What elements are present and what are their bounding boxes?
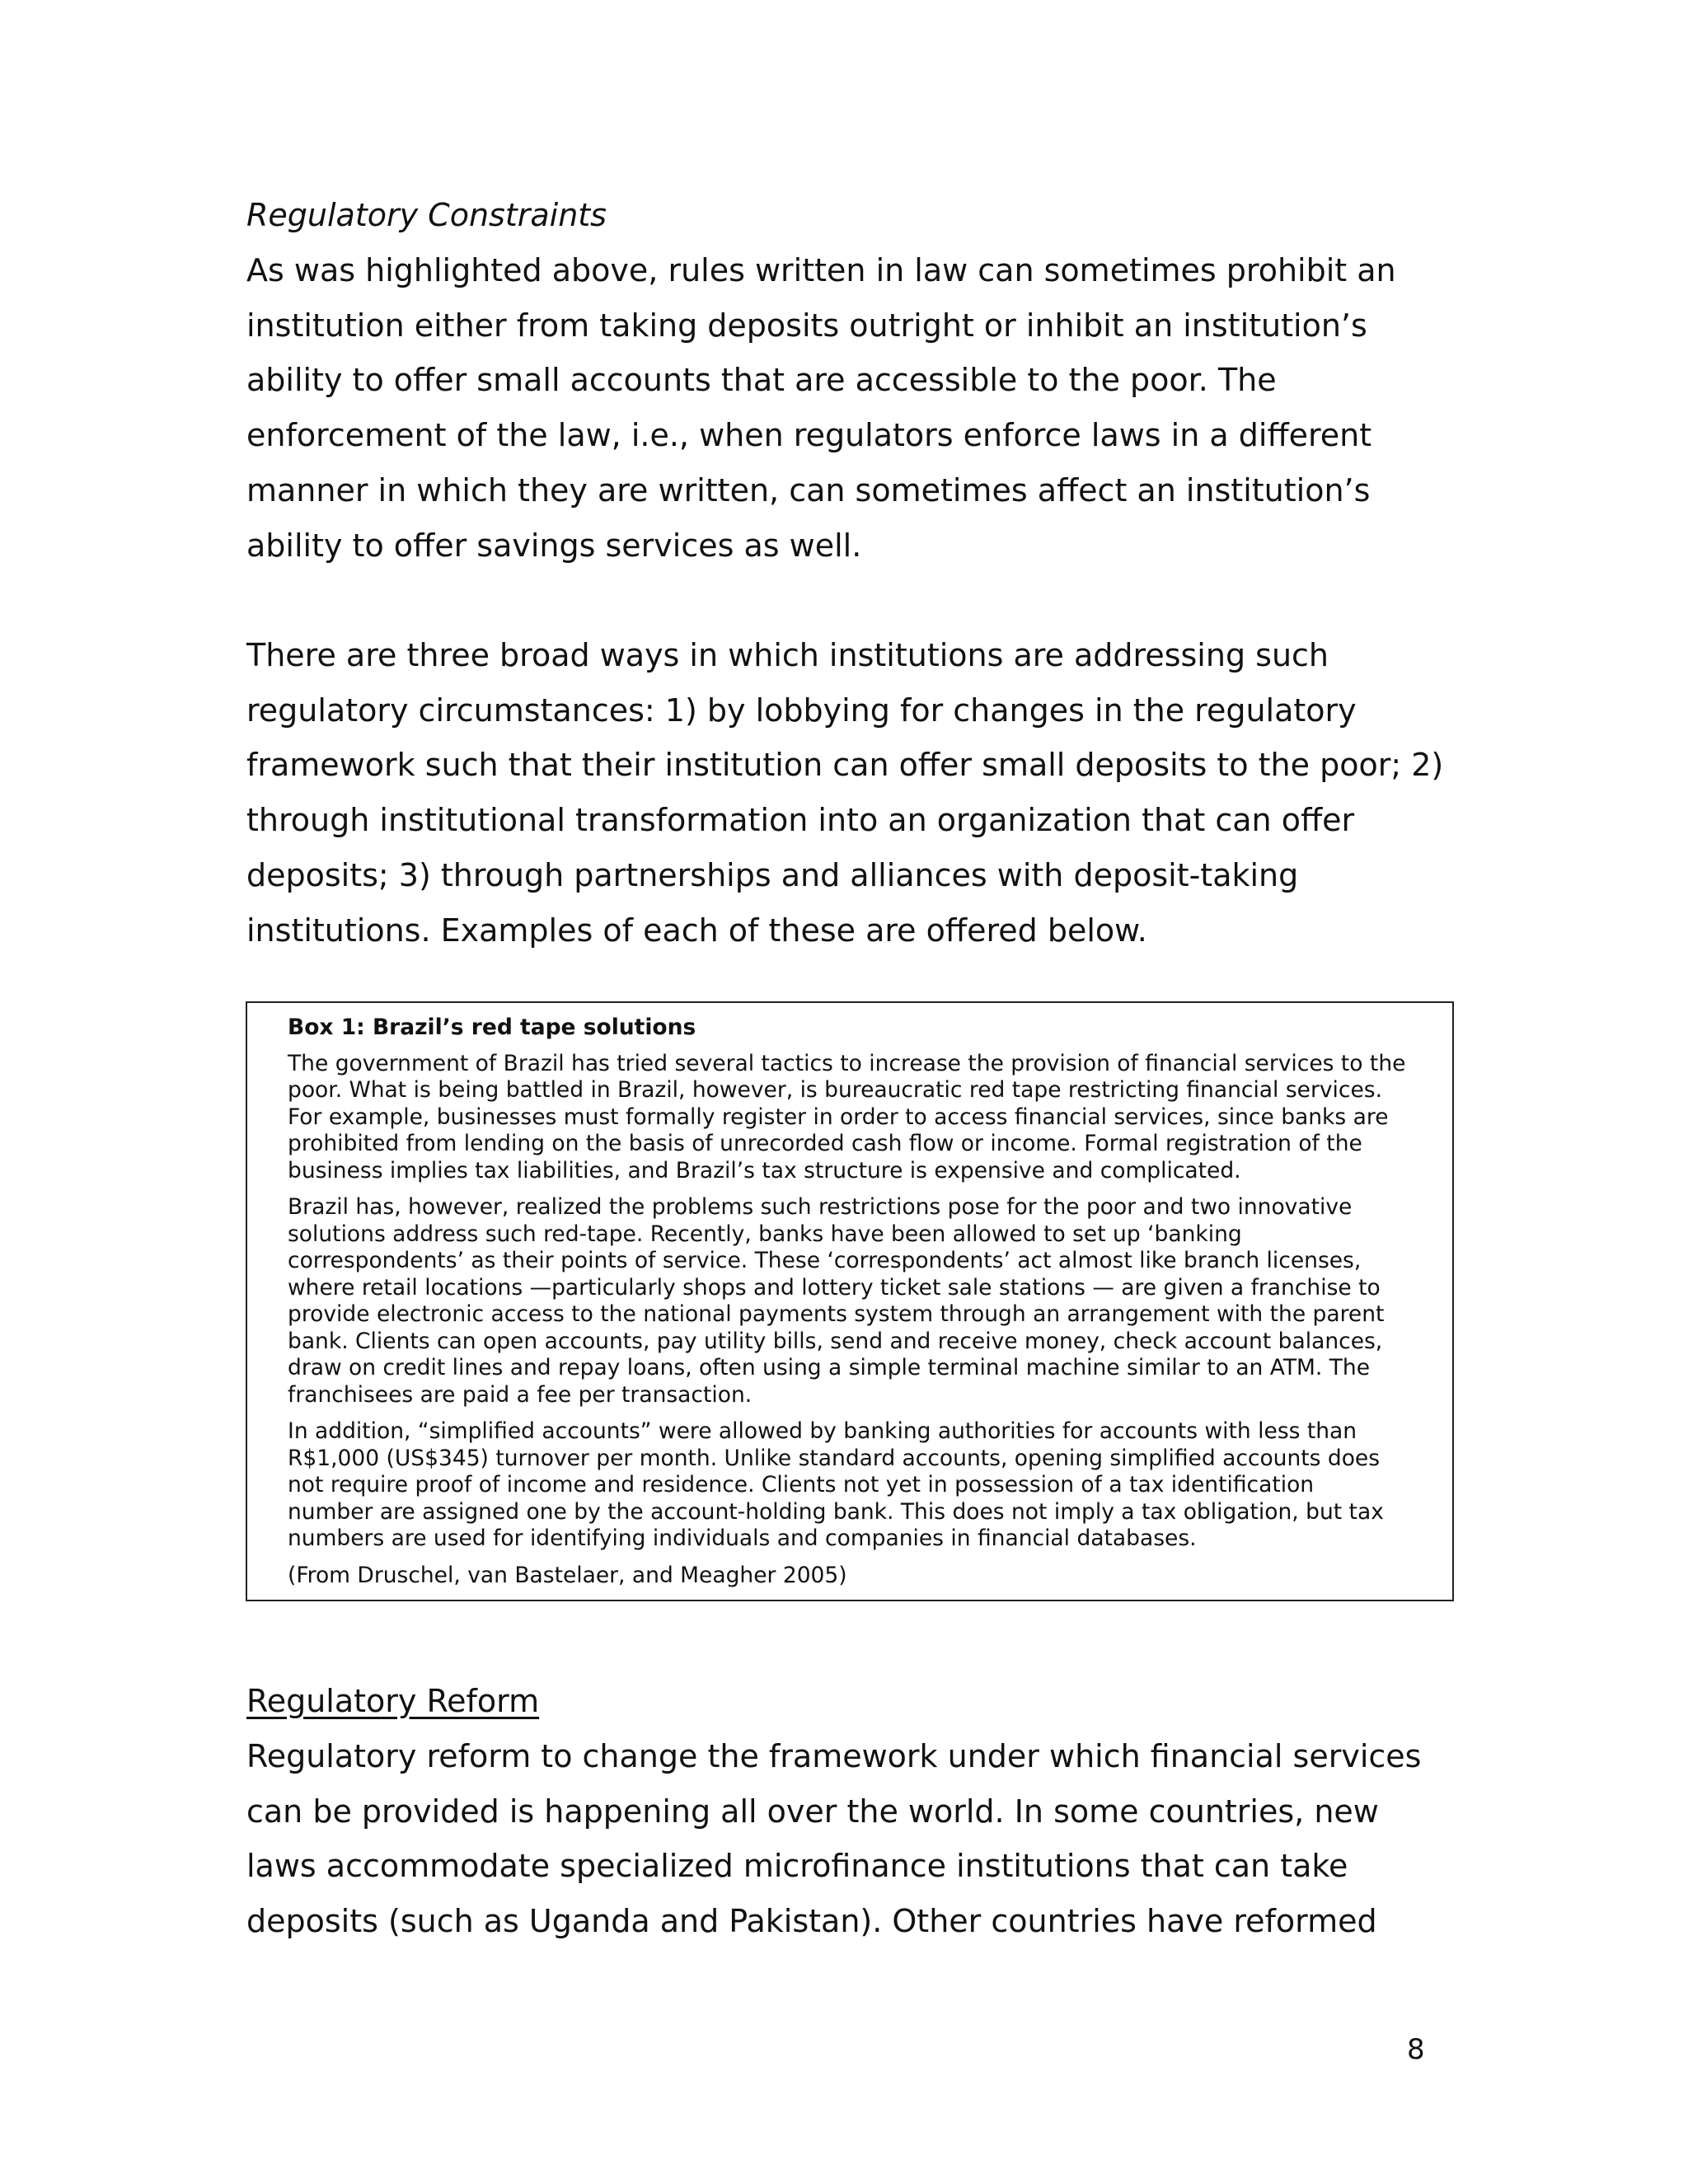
paragraph-regulatory-constraints-1 <box>246 243 1450 573</box>
text-box-brazil <box>246 1001 1454 1601</box>
text-line: In addition, “simplified accounts” were allowed by banking authorities for accounts with less than <box>288 1418 1357 1444</box>
text-line: provide electronic access to the national payments system through an arrangement with the parent <box>288 1301 1385 1327</box>
text-line: poor. What is being battled in Brazil, however, is bureaucratic red tape restricting financial services. <box>288 1077 1382 1103</box>
text-line: Regulatory reform to change the framework under which financial services <box>246 1738 1422 1774</box>
text-line: not require proof of income and residence. Clients not yet in possession of a tax identification <box>288 1472 1315 1497</box>
text-box-title: Box 1: Brazil’s red tape solutions <box>288 1015 696 1040</box>
text-line: For example, businesses must formally register in order to access financial services, since banks are <box>288 1104 1389 1130</box>
text-line: enforcement of the law, i.e., when regulators enforce laws in a different <box>246 417 1372 454</box>
text-line: numbers are used for identifying individuals and companies in financial databases. <box>288 1526 1197 1551</box>
text-line: correspondents’ as their points of service. These ‘correspondents’ act almost like branch licenses, <box>288 1248 1362 1273</box>
text-line: draw on credit lines and repay loans, often using a simple terminal machine similar to an ATM. The <box>288 1355 1371 1380</box>
text-line: ability to offer savings services as well. <box>246 527 862 564</box>
text-box-paragraph-1 <box>288 1051 1433 1185</box>
text-line: business implies tax liabilities, and Brazil’s tax structure is expensive and complicated. <box>288 1157 1241 1183</box>
text-line: deposits; 3) through partnerships and alliances with deposit-taking <box>246 856 1299 893</box>
text-line: institution either from taking deposits outright or inhibit an institution’s <box>246 307 1367 344</box>
text-line: franchisees are paid a fee per transaction. <box>288 1381 753 1408</box>
text-box-content <box>288 1015 1433 1589</box>
text-line: There are three broad ways in which institutions are addressing such <box>246 637 1329 673</box>
text-line: R$1,000 (US$345) turnover per month. Unlike standard accounts, opening simplified accounts does <box>288 1445 1381 1471</box>
text-line: bank. Clients can open accounts, pay utility bills, send and receive money, check account balances, <box>288 1328 1383 1354</box>
text-box-source: (From Druschel, van Bastelaer, and Meagher 2005) <box>288 1562 847 1588</box>
text-box-paragraph-3 <box>288 1418 1433 1553</box>
text-line: The government of Brazil has tried several tactics to increase the provision of financial services to the <box>288 1050 1406 1076</box>
text-line: deposits (such as Uganda and Pakistan). Other countries have reformed <box>246 1903 1377 1940</box>
section-heading-regulatory-reform: Regulatory Reform <box>246 1683 540 1719</box>
paragraph-regulatory-reform <box>246 1729 1450 1949</box>
text-line: regulatory circumstances: 1) by lobbying for changes in the regulatory <box>246 691 1357 729</box>
page-number: 8 <box>1407 2033 1425 2066</box>
section-heading-regulatory-constraints: Regulatory Constraints <box>246 197 607 233</box>
paragraph-regulatory-constraints-2 <box>246 628 1450 958</box>
text-line: As was highlighted above, rules written in law can sometimes prohibit an <box>246 252 1396 288</box>
text-line: where retail locations —particularly shops and lottery ticket sale stations — are given a franchise to <box>288 1274 1381 1301</box>
text-line: through institutional transformation into an organization that can offer <box>246 802 1355 839</box>
text-line: framework such that their institution can offer small deposits to the poor; 2) <box>246 747 1444 784</box>
text-line: Brazil has, however, realized the problems such restrictions pose for the poor and two innovative <box>288 1194 1353 1220</box>
text-line: laws accommodate specialized microfinance institutions that can take <box>246 1848 1348 1885</box>
text-line: prohibited from lending on the basis of unrecorded cash flow or income. Formal registration of the <box>288 1131 1362 1156</box>
text-line: can be provided is happening all over the world. In some countries, new <box>246 1793 1379 1830</box>
text-line: institutions. Examples of each of these are offered below. <box>246 912 1147 949</box>
text-line: ability to offer small accounts that are accessible to the poor. The <box>246 362 1277 399</box>
text-box-paragraph-2 <box>288 1194 1433 1408</box>
text-line: solutions address such red-tape. Recently, banks have been allowed to set up ‘banking <box>288 1221 1242 1247</box>
text-line: manner in which they are written, can sometimes affect an institution’s <box>246 471 1371 509</box>
text-line: number are assigned one by the account-holding bank. This does not imply a tax obligation, but tax <box>288 1498 1384 1525</box>
